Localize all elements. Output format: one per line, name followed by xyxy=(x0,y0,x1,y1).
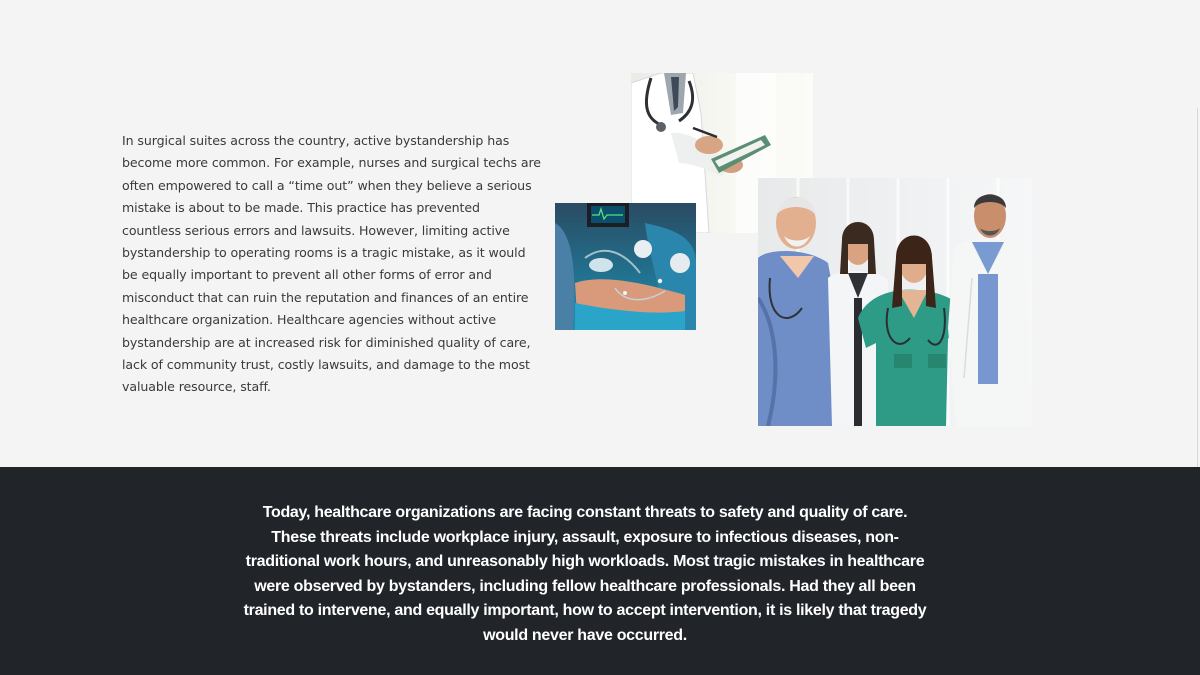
callout-paragraph: Today, healthcare organizations are facing constant threats to safety and quality of care. These threats include workplace injury, assault, exposure to infectious diseases, non-traditional work hours, and unreasonably high workloads. Most tragic mistakes in healthcare were observed by bystanders, including fellow healthcare professionals. Had they all been trained to intervene, and equally important, how to accept intervention, it is likely that tragedy would never have occurred. xyxy=(243,504,927,644)
callout-section xyxy=(0,467,1200,675)
surgery-patient-photo xyxy=(555,203,696,330)
intro-paragraph: In surgical suites across the country, active bystandership has become more common. For example, nurses and surgical techs are often empowered to call a “time out” when they believe a serious mistake is about to be made. This practice has prevented countless serious errors and lawsuits. However, limiting active bystandership to operating rooms is a tragic mistake, as it would be equally important to prevent all other forms of error and misconduct that can ruin the reputation and finances of an entire healthcare organization. Healthcare agencies without active bystandership are at increased risk for diminished quality of care, lack of community trust, costly lawsuits, and damage to the most valuable resource, staff. xyxy=(122,133,541,395)
medical-team-photo xyxy=(758,178,1032,426)
section-edge-divider xyxy=(1197,108,1198,467)
